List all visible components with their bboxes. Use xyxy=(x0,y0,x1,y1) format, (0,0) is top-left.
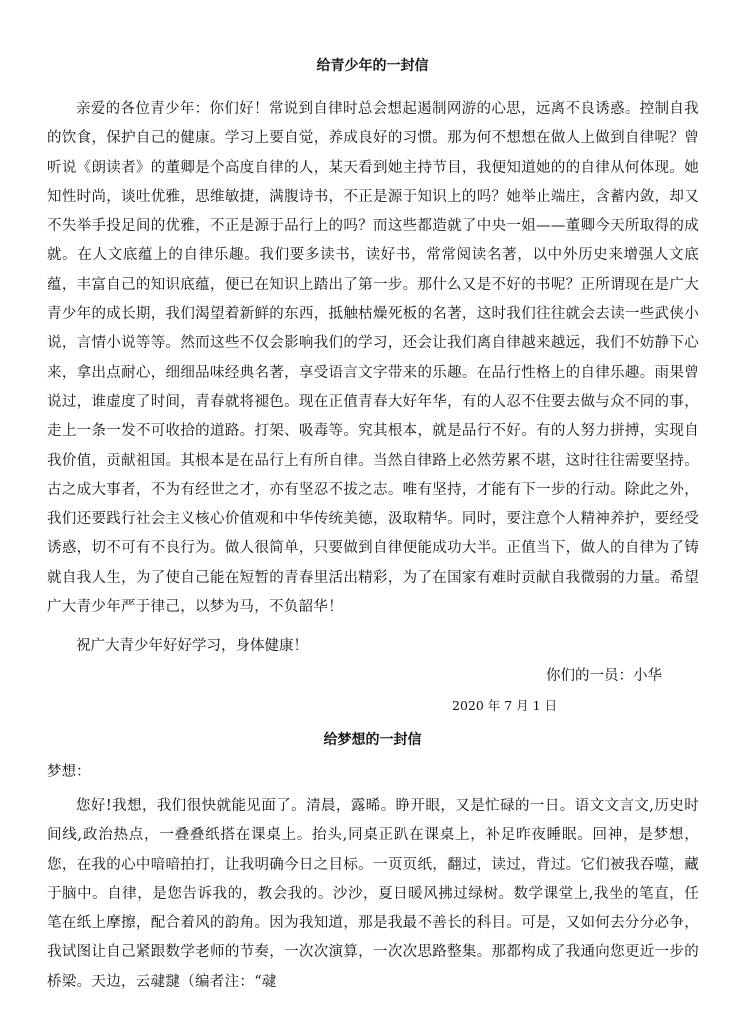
letter1-signature: 你们的一员：小华 xyxy=(546,668,662,684)
letter1-date: 2020 年 7 月 1 日 xyxy=(452,698,558,713)
letter2-body: 您好!我想，我们很快就能见面了。清晨，露晞。睁开眼，又是忙碌的一日。语文文言文,历史时间线,政治热点，一叠叠纸搭在课桌上。抬头,同桌正趴在课桌上，补足昨夜睡眠。回神，是梦想，您，在我的心中喑喑拍打，让我明确今日之目标。一页页纸，翻过，读过，背过。它们被我吞噬，藏于脑中。自律，是您告诉我的，教会我的。沙沙，夏日暖风拂过绿树。数学课堂上,我坐的笔直，任笔在纸上摩擦，配合着风的韵角。因为我知道，那是我最不善长的科目。可是，又如何去分分必争，我试图让自己紧跟数学老师的节奏，一次次演算，一次次思路整集。那都构成了我通向您更近一步的桥梁。天边，云叇靆（编者注：“叇 xyxy=(47,798,699,990)
letter1-body: 亲爱的各位青少年：你们好！常说到自律时总会想起遏制网游的心思，远离不良诱惑。控制自我的饮食，保护自己的健康。学习上要自觉，养成良好的习惯。那为何不想想在做人上做到自律呢？曾听说《朗读者》的董卿是个高度自律的人，某天看到她主持节目，我便知道她的的自律从何体现。她知性时尚，谈吐优雅，思维敏捷，满腹诗书，不正是源于知识上的吗？她举止端庄，含蓄内敛，却又不失举手投足间的优雅，不正是源于品行上的吗？而这些都造就了中央一姐——董卿今天所取得的成就。在人文底蕴上的自律乐趣。我们要多读书，读好书，常常阅读名著，以中外历史来增强人文底蕴，丰富自己的知识底蕴，便已在知识上踏出了第一步。那什么又是不好的书呢？正所谓现在是广大青少年的成长期，我们渴望着新鲜的东西，抵触枯燥死板的名著，这时我们往往就会去读一些武侠小说，言情小说等等。然而这些不仅会影响我们的学习，还会让我们离自律越来越远，我们不妨静下心来，拿出点耐心，细细品味经典名著，享受语言文字带来的乐趣。在品行性格上的自律乐趣。雨果曾说过，谁虚度了时间，青春就将褪色。现在正值青春大好年华，有的人忍不住要去做与众不同的事，走上一条一发不可收拾的道路。打架、吸毒等。究其根本，就是品行不好。有的人努力拼搏，实现自我价值，贡献祖国。其根本是在品行上有所自律。当然自律路上必然劳累不堪，这时往往需要坚持。古之成大事者，不为有经世之才，亦有坚忍不拔之志。唯有坚持，才能有下一步的行动。除此之外，我们还要践行社会主义核心价值观和中华传统美德，汲取精华。同时，要注意个人精神养护，要经受诱惑，切不可有不良行为。做人很简单，只要做到自律便能成功大半。正值当下，做人的自律为了铸就自我人生，为了使自己能在短暂的青春里活出精彩，为了在国家有难时贡献自我微弱的力量。希望广大青少年严于律己，以梦为马，不负韶华！ xyxy=(47,101,699,616)
letter2-title: 给梦想的一封信 xyxy=(323,732,422,748)
letter1-title: 给青少年的一封信 xyxy=(316,58,429,74)
letter2-salutation: 梦想： xyxy=(47,764,91,780)
letter1-closing: 祝广大青少年好好学习，身体健康！ xyxy=(76,638,308,654)
